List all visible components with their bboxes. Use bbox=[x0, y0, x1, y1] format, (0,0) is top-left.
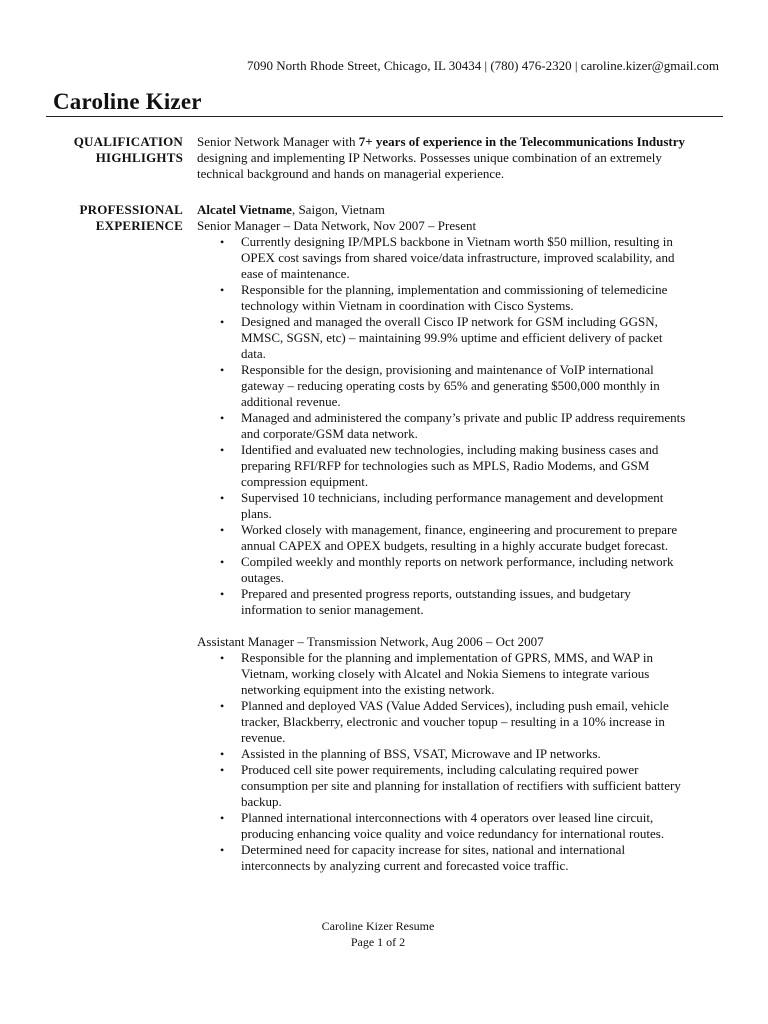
bullet-text-line: and corporate/GSM data network. bbox=[241, 426, 418, 441]
bullet-text-line: additional revenue. bbox=[241, 394, 341, 409]
bullet-text-line: Designed and managed the overall Cisco IP network for GSM including GGSN, bbox=[241, 314, 658, 329]
experience-label bbox=[40, 202, 183, 234]
footer-page-number: Page 1 of 2 bbox=[350, 935, 406, 949]
bullet-icon: • bbox=[220, 235, 225, 249]
list-item bbox=[197, 234, 725, 282]
role-title-assistant-manager: Assistant Manager – Transmission Network, Aug 2006 – Oct 2007 bbox=[197, 634, 544, 649]
bullet-text-line: gateway – reducing operating costs by 65% and generating $500,000 monthly in bbox=[241, 378, 660, 393]
bullet-icon: • bbox=[220, 491, 225, 505]
list-item bbox=[197, 586, 725, 618]
bullet-text-line: Planned and deployed VAS (Value Added Services), including push email, vehicle bbox=[241, 698, 669, 713]
bullet-text-line: information to senior management. bbox=[241, 602, 424, 617]
qualifications-label-line-2: HIGHLIGHTS bbox=[95, 150, 183, 165]
bullet-icon: • bbox=[220, 411, 225, 425]
bullet-text-line: annual CAPEX and OPEX budgets, resulting in a highly accurate budget forecast. bbox=[241, 538, 669, 553]
bullet-text-line: backup. bbox=[241, 794, 282, 809]
bullet-text-line: producing enhancing voice quality and voice redundancy for international routes. bbox=[241, 826, 665, 841]
list-item bbox=[197, 410, 725, 442]
bullet-icon: • bbox=[220, 587, 225, 601]
qualifications-label bbox=[40, 134, 183, 166]
bullet-text-line: Responsible for the design, provisioning and maintenance of VoIP international bbox=[241, 362, 654, 377]
bullet-text-line: networking equipment into the existing network. bbox=[241, 682, 495, 697]
bullet-text-line: Responsible for the planning, implementation and commissioning of telemedicine bbox=[241, 282, 668, 297]
contact-line: 7090 North Rhode Street, Chicago, IL 30434 | (780) 476-2320 | caroline.kizer@gmail.com bbox=[247, 58, 719, 73]
bullet-text-line: OPEX cost savings from shared voice/data infrastructure, improved scalability, and bbox=[241, 250, 675, 265]
list-item bbox=[197, 282, 725, 314]
qualifications-label-line-1: QUALIFICATION bbox=[73, 134, 183, 149]
bullet-icon: • bbox=[220, 283, 225, 297]
bullet-text-line: Supervised 10 technicians, including performance management and development bbox=[241, 490, 664, 505]
bullet-text-line: plans. bbox=[241, 506, 272, 521]
candidate-name: Caroline Kizer bbox=[53, 89, 202, 114]
bullet-text-line: data. bbox=[241, 346, 266, 361]
role-1-bullet-list bbox=[197, 234, 725, 618]
bullet-text-line: Assisted in the planning of BSS, VSAT, Microwave and IP networks. bbox=[241, 746, 601, 761]
bullet-text-line: Planned international interconnections with 4 operators over leased line circuit, bbox=[241, 810, 654, 825]
bullet-icon: • bbox=[220, 523, 225, 537]
bullet-text-line: Managed and administered the company’s private and public IP address requirements bbox=[241, 410, 686, 425]
employer-name: Alcatel Vietname bbox=[197, 202, 292, 217]
list-item bbox=[197, 842, 725, 874]
experience-label-line-1: PROFESSIONAL bbox=[79, 202, 183, 217]
bullet-icon: • bbox=[220, 443, 225, 457]
role-title-senior-manager: Senior Manager – Data Network, Nov 2007 – Present bbox=[197, 218, 477, 233]
list-item bbox=[197, 490, 725, 522]
experience-body bbox=[197, 202, 725, 874]
list-item bbox=[197, 810, 725, 842]
bullet-icon: • bbox=[220, 651, 225, 665]
role-spacer bbox=[197, 618, 725, 634]
experience-label-line-2: EXPERIENCE bbox=[95, 218, 183, 233]
list-item bbox=[197, 362, 725, 410]
list-item bbox=[197, 746, 725, 762]
bullet-text-line: Determined need for capacity increase for sites, national and international bbox=[241, 842, 626, 857]
list-item bbox=[197, 698, 725, 746]
bullet-text-line: interconnects by analyzing current and forecasted voice traffic. bbox=[241, 858, 569, 873]
bullet-text-line: Produced cell site power requirements, including calculating required power bbox=[241, 762, 639, 777]
bullet-text-line: revenue. bbox=[241, 730, 286, 745]
bullet-text-line: Worked closely with management, finance, engineering and procurement to prepare bbox=[241, 522, 678, 537]
list-item bbox=[197, 522, 725, 554]
bullet-text-line: Identified and evaluated new technologies, including making business cases and bbox=[241, 442, 659, 457]
qualifications-line-1 bbox=[197, 134, 725, 150]
bullet-icon: • bbox=[220, 811, 225, 825]
bullet-text-line: Currently designing IP/MPLS backbone in Vietnam worth $50 million, resulting in bbox=[241, 234, 673, 249]
bullet-icon: • bbox=[220, 763, 225, 777]
list-item bbox=[197, 650, 725, 698]
bullet-text-line: outages. bbox=[241, 570, 284, 585]
bullet-text-line: Vietnam, working closely with Alcatel and Nokia Siemens to integrate various bbox=[241, 666, 650, 681]
bullet-icon: • bbox=[220, 699, 225, 713]
bullet-text-line: technology within Vietnam in coordination with Cisco Systems. bbox=[241, 298, 574, 313]
employer-location: , Saigon, Vietnam bbox=[291, 202, 385, 217]
bullet-icon: • bbox=[220, 363, 225, 377]
bullet-text-line: compression equipment. bbox=[241, 474, 369, 489]
bullet-text-line: Prepared and presented progress reports, outstanding issues, and budgetary bbox=[241, 586, 631, 601]
footer-title: Caroline Kizer Resume bbox=[321, 919, 435, 933]
header-divider bbox=[46, 116, 723, 117]
bullet-text-line: Responsible for the planning and implementation of GPRS, MMS, and WAP in bbox=[241, 650, 654, 665]
qualifications-text bbox=[197, 134, 725, 182]
page-footer bbox=[278, 918, 478, 950]
list-item bbox=[197, 554, 725, 586]
bullet-icon: • bbox=[220, 747, 225, 761]
bullet-text-line: Compiled weekly and monthly reports on network performance, including network bbox=[241, 554, 674, 569]
qualifications-intro: Senior Network Manager with bbox=[197, 134, 359, 149]
bullet-text-line: tracker, Blackberry, electronic and voucher topup – resulting in a 10% increase in bbox=[241, 714, 665, 729]
bullet-icon: • bbox=[220, 555, 225, 569]
qualifications-line-2: designing and implementing IP Networks. Possesses unique combination of an extremely bbox=[197, 150, 662, 165]
bullet-text-line: preparing RFI/RFP for technologies such as MPLS, Radio Modems, and GSM bbox=[241, 458, 650, 473]
employer-line bbox=[197, 202, 725, 218]
bullet-text-line: consumption per site and planning for installation of rectifiers with sufficient battery bbox=[241, 778, 681, 793]
role-2-bullet-list bbox=[197, 650, 725, 874]
qualifications-line-3: technical background and hands on managerial experience. bbox=[197, 166, 505, 181]
list-item bbox=[197, 442, 725, 490]
bullet-text-line: ease of maintenance. bbox=[241, 266, 350, 281]
bullet-icon: • bbox=[220, 843, 225, 857]
list-item bbox=[197, 762, 725, 810]
bullet-icon: • bbox=[220, 315, 225, 329]
bullet-text-line: MMSC, SGSN, etc) – maintaining 99.9% uptime and efficient delivery of packet bbox=[241, 330, 663, 345]
list-item bbox=[197, 314, 725, 362]
qualifications-highlight: 7+ years of experience in the Telecommunications Industry bbox=[358, 134, 686, 149]
